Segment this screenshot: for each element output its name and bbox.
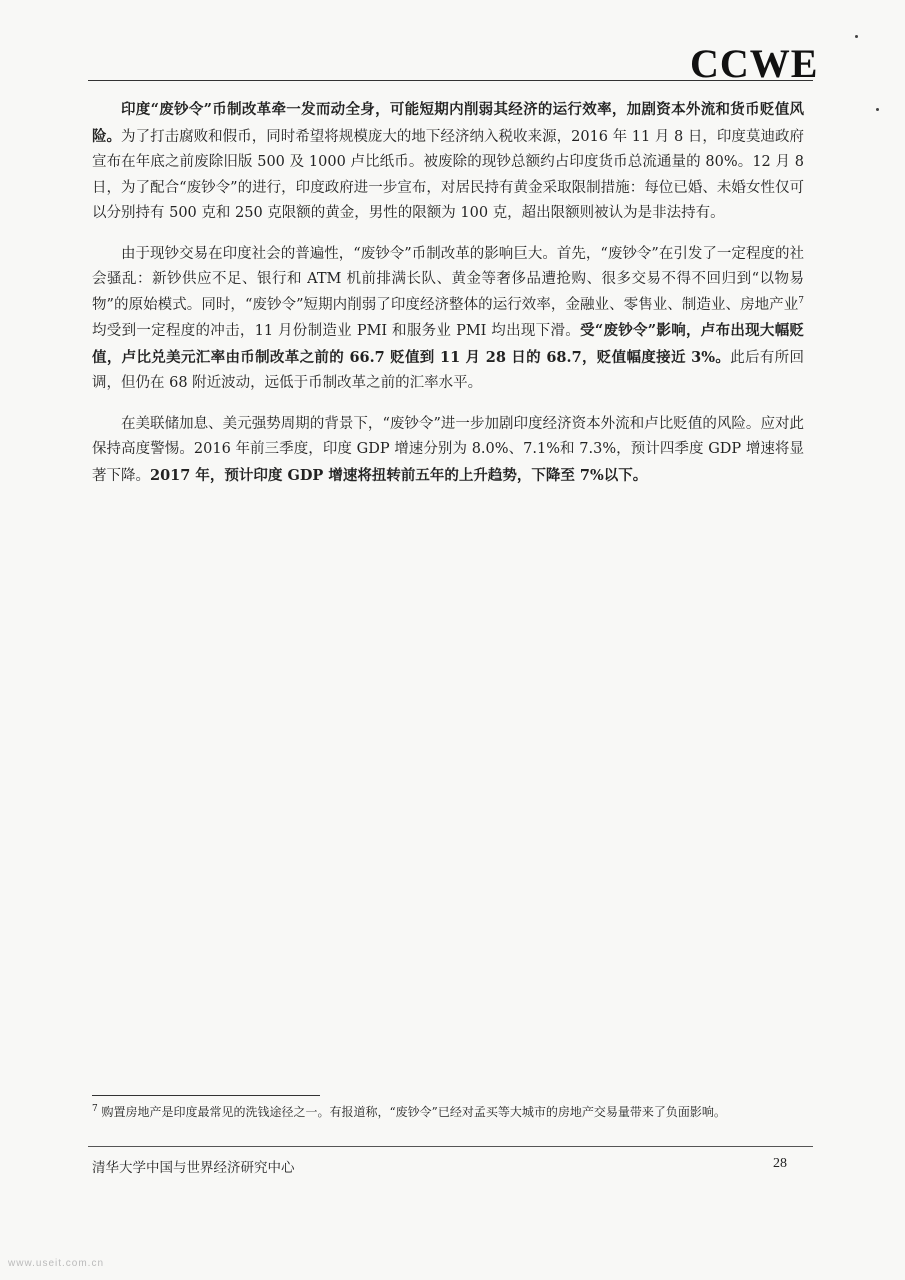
paragraph-2-bold: 受“废钞令”影响，卢布出现大幅贬值，卢比兑美元汇率由币制改革之前的 66.7 贬值到 11 月 28 日的 68.7，贬值幅度接近 3%。	[92, 322, 805, 366]
footnote-number: 7	[92, 1104, 98, 1114]
header-rule	[88, 80, 813, 81]
body-text	[92, 97, 804, 504]
scan-speck	[855, 35, 858, 38]
paragraph-3	[92, 412, 804, 490]
scan-speck	[876, 108, 879, 111]
paragraph-3-bold-tail: 2017 年，预计印度 GDP 增速将扭转前五年的上升趋势，下降至 7%以下。	[150, 466, 648, 484]
ccwe-logo: CCWE	[690, 41, 819, 86]
paragraph-1	[92, 97, 804, 227]
paragraph-2-text-b: 均受到一定程度的冲击，11 月份制造业 PMI 和服务业 PMI 均出现下滑。	[92, 323, 581, 339]
footnote-ref: 7	[798, 295, 804, 306]
footnote	[92, 1102, 804, 1122]
paragraph-2-text-a: 由于现钞交易在印度社会的普遍性，“废钞令”币制改革的影响巨大。首先，“废钞令”在引发了一定程度的社会骚乱：新钞供应不足、银行和 ATM 机前排满长队、黄金等奢侈品遭抢购、很多交易不得不回归到“以物易物”的原始模式。同时，“废钞令”短期内削弱了印度经济整体的运行效率，金融业、零售业、制造业、房地产业	[92, 245, 804, 313]
paragraph-2	[92, 242, 804, 397]
footnote-rule	[92, 1095, 320, 1096]
paragraph-1-text: 为了打击腐败和假币，同时希望将规模庞大的地下经济纳入税收来源，2016 年 11 月 8 日，印度莫迪政府宣布在年底之前废除旧版 500 及 1000 卢比纸币。被废除的现钞总额约占印度货币总流通量的 80%。12 月 8 日，为了配合“废钞令”的进行，印度政府进一步宣布，对居民持有黄金采取限制措施：每位已婚、未婚女性仅可以分别持有 500 克和 250 克限额的黄金，男性的限额为 100 克，超出限额则被认为是非法持有。	[92, 128, 805, 221]
paragraph-2-text-c: 此后有所回调，但仍在 68 附近波动，远低于币制改革之前的汇率水平。	[92, 349, 804, 391]
footer-institution: 清华大学中国与世界经济研究中心	[92, 1160, 295, 1176]
footer-rule	[88, 1146, 813, 1147]
paragraph-3-text: 在美联储加息、美元强势周期的背景下，“废钞令”进一步加剧印度经济资本外流和卢比贬值的风险。应对此保持高度警惕。2016 年前三季度，印度 GDP 增速分别为 8.0%、7.1%和 7.3%，预计四季度 GDP 增速将显著下降。	[92, 415, 804, 484]
page-number: 28	[773, 1156, 787, 1171]
paragraph-1-bold-lead: 印度“废钞令”币制改革牵一发而动全身，可能短期内削弱其经济的运行效率，加剧资本外流和货币贬值风险。	[92, 101, 804, 145]
footnote-text: 购置房地产是印度最常见的洗钱途径之一。有报道称，“废钞令”已经对孟买等大城市的房地产交易量带来了负面影响。	[97, 1105, 726, 1119]
watermark: www.useit.com.cn	[8, 1258, 105, 1269]
